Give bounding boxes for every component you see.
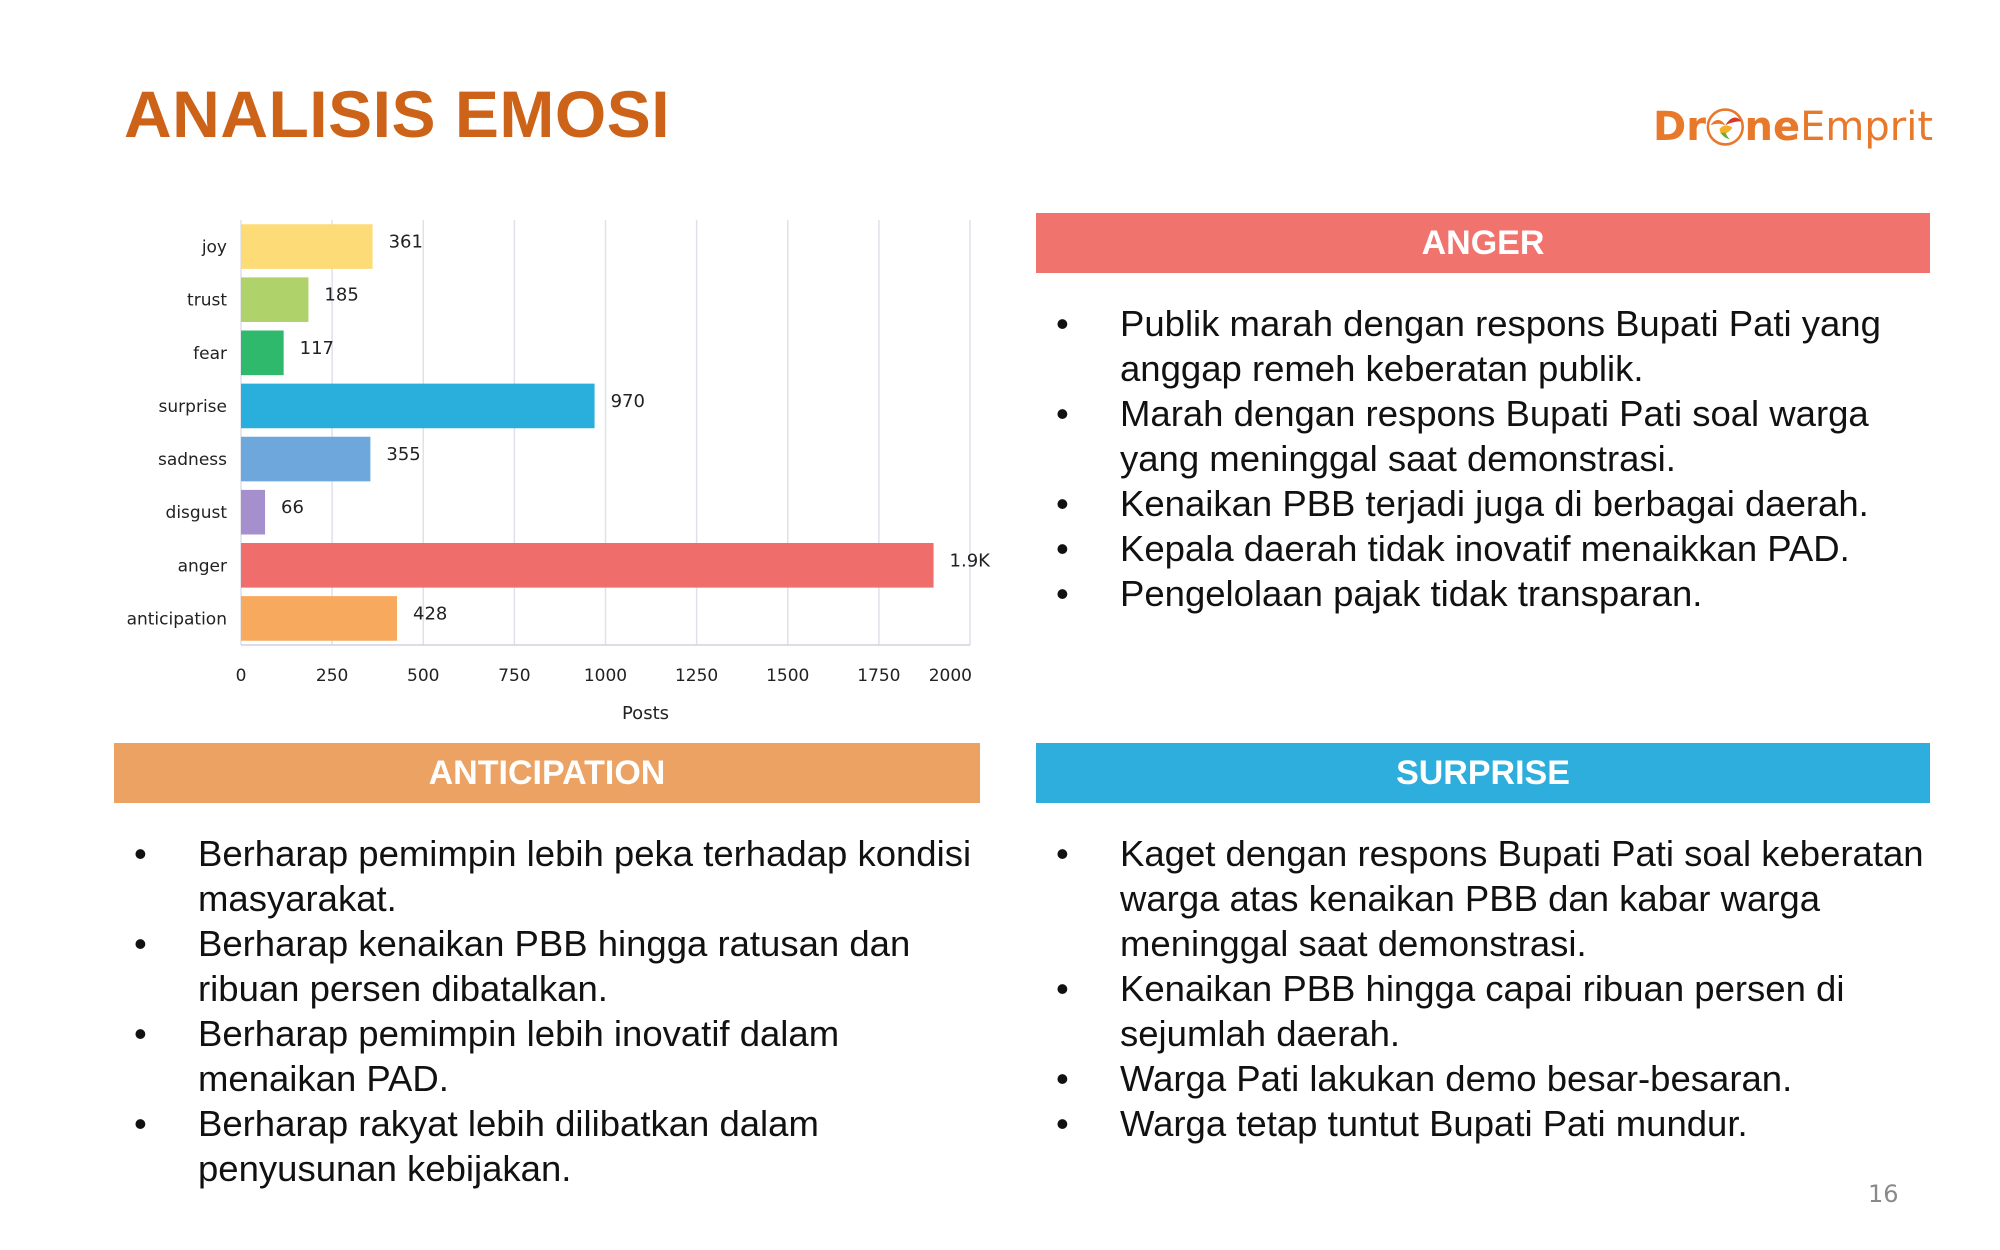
category-label-anger: anger	[177, 556, 227, 577]
category-label-trust: trust	[187, 290, 227, 311]
x-tick-label: 1500	[766, 666, 810, 686]
anger-panel	[1036, 213, 1930, 616]
category-label-joy: joy	[201, 237, 227, 258]
droneemprit-logo	[1653, 92, 1933, 162]
surprise-item: • Kenaikan PBB hingga capai ribuan persen di sejumlah daerah.	[1036, 966, 1930, 1056]
x-tick-label: 500	[407, 666, 440, 686]
x-tick-label: 1000	[583, 666, 628, 686]
anticipation-list	[114, 831, 980, 1191]
bar-sadness	[241, 437, 370, 482]
anticipation-item: • Berharap rakyat lebih dilibatkan dalam penyusunan kebijakan.	[114, 1101, 980, 1191]
x-tick-label: 750	[498, 666, 531, 686]
anger-item: • Publik marah dengan respons Bupati Pati yang anggap remeh keberatan publik.	[1036, 301, 1930, 391]
anticipation-item: • Berharap kenaikan PBB hingga ratusan dan ribuan persen dibatalkan.	[114, 921, 980, 1011]
x-tick-label: 1750	[857, 666, 901, 686]
emotion-bar-chart	[108, 210, 1000, 740]
surprise-panel-header: SURPRISE	[1036, 743, 1930, 803]
logo-text-emprit: Emprit	[1800, 104, 1933, 150]
anticipation-panel	[114, 743, 980, 1191]
bird-logo-icon	[1704, 94, 1747, 160]
x-tick-label: 0	[235, 666, 247, 686]
category-label-disgust: disgust	[165, 503, 227, 524]
category-label-anticipation: anticipation	[126, 609, 227, 630]
anger-item: • Kenaikan PBB terjadi juga di berbagai daerah.	[1036, 481, 1930, 526]
bar-anticipation	[241, 596, 397, 641]
logo-text-ne: ne	[1744, 104, 1801, 150]
bar-fear	[241, 331, 284, 376]
data-label-joy: 361	[388, 231, 423, 253]
surprise-list	[1036, 831, 1930, 1146]
category-label-surprise: surprise	[158, 396, 227, 417]
logo-text-dr: Dr	[1653, 104, 1706, 150]
data-label-anticipation: 428	[413, 603, 448, 625]
anger-item: • Pengelolaan pajak tidak transparan.	[1036, 571, 1930, 616]
bar-joy	[241, 224, 373, 269]
anger-panel-header: ANGER	[1036, 213, 1930, 273]
x-axis-title: Posts	[621, 703, 670, 724]
anger-item: • Marah dengan respons Bupati Pati soal warga yang meninggal saat demonstrasi.	[1036, 391, 1930, 481]
anticipation-item: • Berharap pemimpin lebih inovatif dalam menaikan PAD.	[114, 1011, 980, 1101]
bar-disgust	[241, 490, 265, 535]
category-label-fear: fear	[193, 343, 227, 364]
data-label-trust: 185	[324, 284, 359, 306]
anger-list	[1036, 301, 1930, 616]
surprise-item: • Warga Pati lakukan demo besar-besaran.	[1036, 1056, 1930, 1101]
x-tick-label: 1250	[674, 666, 719, 686]
surprise-item: • Kaget dengan respons Bupati Pati soal keberatan warga atas kenaikan PBB dan kabar warga meninggal saat demonstrasi.	[1036, 831, 1930, 966]
surprise-panel	[1036, 743, 1930, 1146]
data-label-surprise: 970	[610, 390, 645, 412]
data-label-anger: 1.9K	[949, 550, 990, 572]
page-number: 16	[1868, 1180, 1899, 1208]
data-label-sadness: 355	[386, 444, 421, 466]
bar-surprise	[241, 384, 595, 429]
bar-anger	[241, 543, 934, 588]
surprise-item: • Warga tetap tuntut Bupati Pati mundur.	[1036, 1101, 1930, 1146]
category-label-sadness: sadness	[157, 450, 227, 471]
anger-item: • Kepala daerah tidak inovatif menaikkan PAD.	[1036, 526, 1930, 571]
x-tick-label: 2000	[928, 666, 972, 686]
anticipation-item: • Berharap pemimpin lebih peka terhadap kondisi masyarakat.	[114, 831, 980, 921]
bar-trust	[241, 277, 308, 322]
x-tick-label: 250	[315, 666, 349, 686]
data-label-disgust: 66	[281, 497, 304, 519]
slide-title: ANALISIS EMOSI	[124, 77, 671, 151]
data-label-fear: 117	[299, 337, 335, 359]
anticipation-panel-header: ANTICIPATION	[114, 743, 980, 803]
